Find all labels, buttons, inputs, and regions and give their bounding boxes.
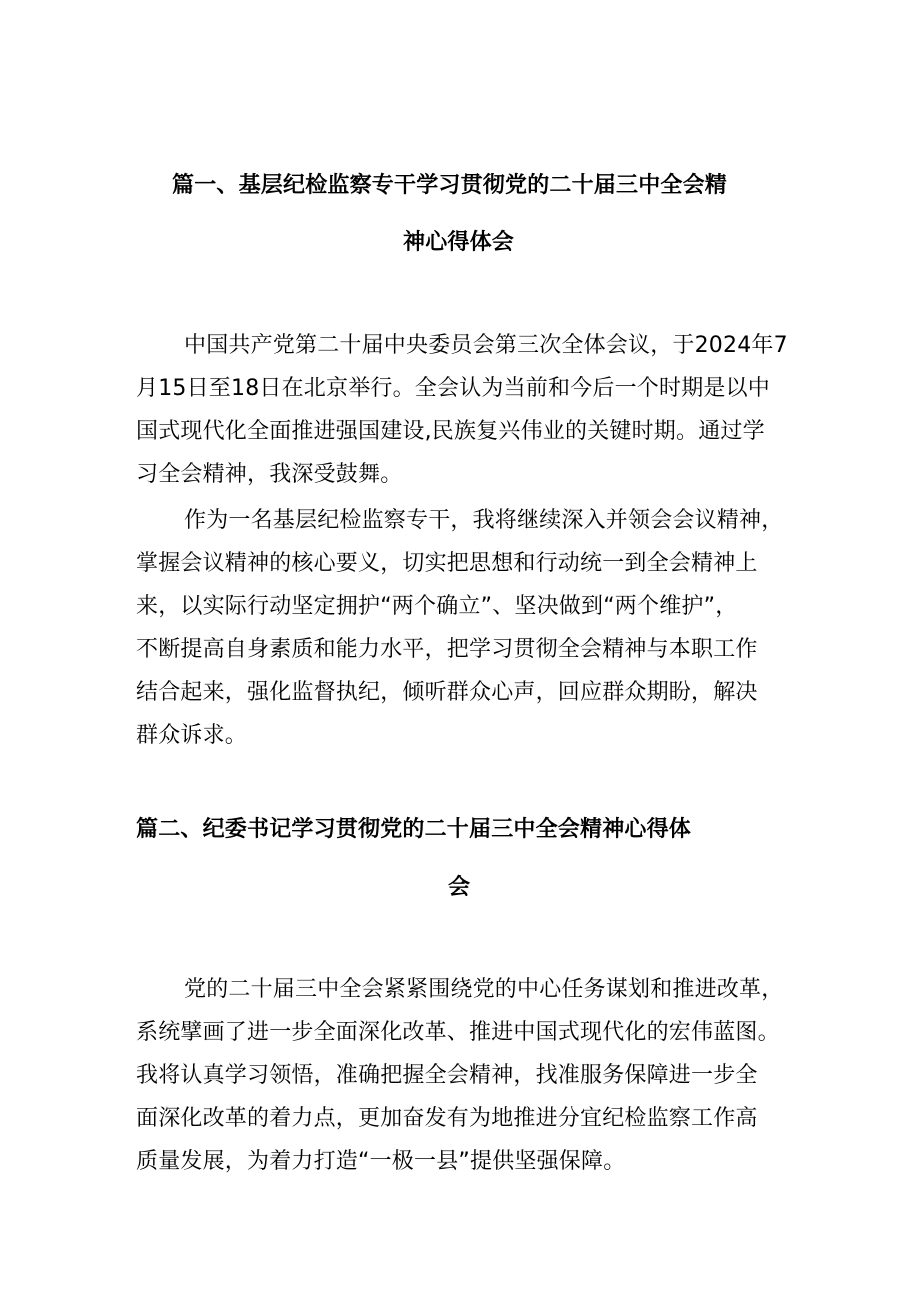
section1-paragraph2-line-5: 结合起来，强化监督执纪，倾听群众心声，回应群众期盼，解决 <box>136 680 758 705</box>
section1-paragraph1-line-3: 国式现代化全面推进强国建设,民族复兴伟业的关键时期。通过学 <box>136 419 765 444</box>
section2-title-line-1: 篇二、纪委书记学习贯彻党的二十届三中全会精神心得体 <box>136 817 692 842</box>
section1-paragraph2-line-2: 掌握会议精神的核心要义，切实把思想和行动统一到全会精神上 <box>136 551 758 576</box>
section1-paragraph1-line-4: 习全会精神，我深受鼓舞。 <box>136 462 403 487</box>
section2-paragraph1-line-1: 党的二十届三中全会紧紧围绕党的中心任务谋划和推进改革， <box>184 977 784 1002</box>
section1-paragraph2-line-1: 作为一名基层纪检监察专干，我将继续深入并领会会议精神， <box>184 508 784 533</box>
section2-paragraph1-line-4: 面深化改革的着力点，更加奋发有为地推进分宜纪检监察工作高 <box>136 1106 758 1131</box>
section1-title-line-2: 神心得体会 <box>403 230 515 255</box>
section2-paragraph1-line-5: 质量发展，为着力打造“一极一县”提供坚强保障。 <box>136 1149 626 1174</box>
section1-paragraph1-line-2: 月15日至18日在北京举行。全会认为当前和今后一个时期是以中 <box>136 376 770 401</box>
section2-paragraph1-line-3: 我将认真学习领悟，准确把握全会精神，找准服务保障进一步全 <box>136 1063 758 1088</box>
section1-paragraph2-line-6: 群众诉求。 <box>136 723 248 748</box>
section1-title-line-1: 篇一、基层纪检监察专干学习贯彻党的二十届三中全会精 <box>172 173 728 198</box>
section1-paragraph2-line-3: 来，以实际行动坚定拥护“两个确立”、坚决做到“两个维护”， <box>136 594 738 619</box>
section1-paragraph2-line-4: 不断提高自身素质和能力水平，把学习贯彻全会精神与本职工作 <box>136 637 758 662</box>
section1-paragraph1-line-1: 中国共产党第二十届中央委员会第三次全体会议，于2024年7 <box>184 333 788 358</box>
section2-title-line-2: 会 <box>448 875 471 900</box>
section2-paragraph1-line-2: 系统擘画了进一步全面深化改革、推进中国式现代化的宏伟蓝图。 <box>136 1020 780 1045</box>
